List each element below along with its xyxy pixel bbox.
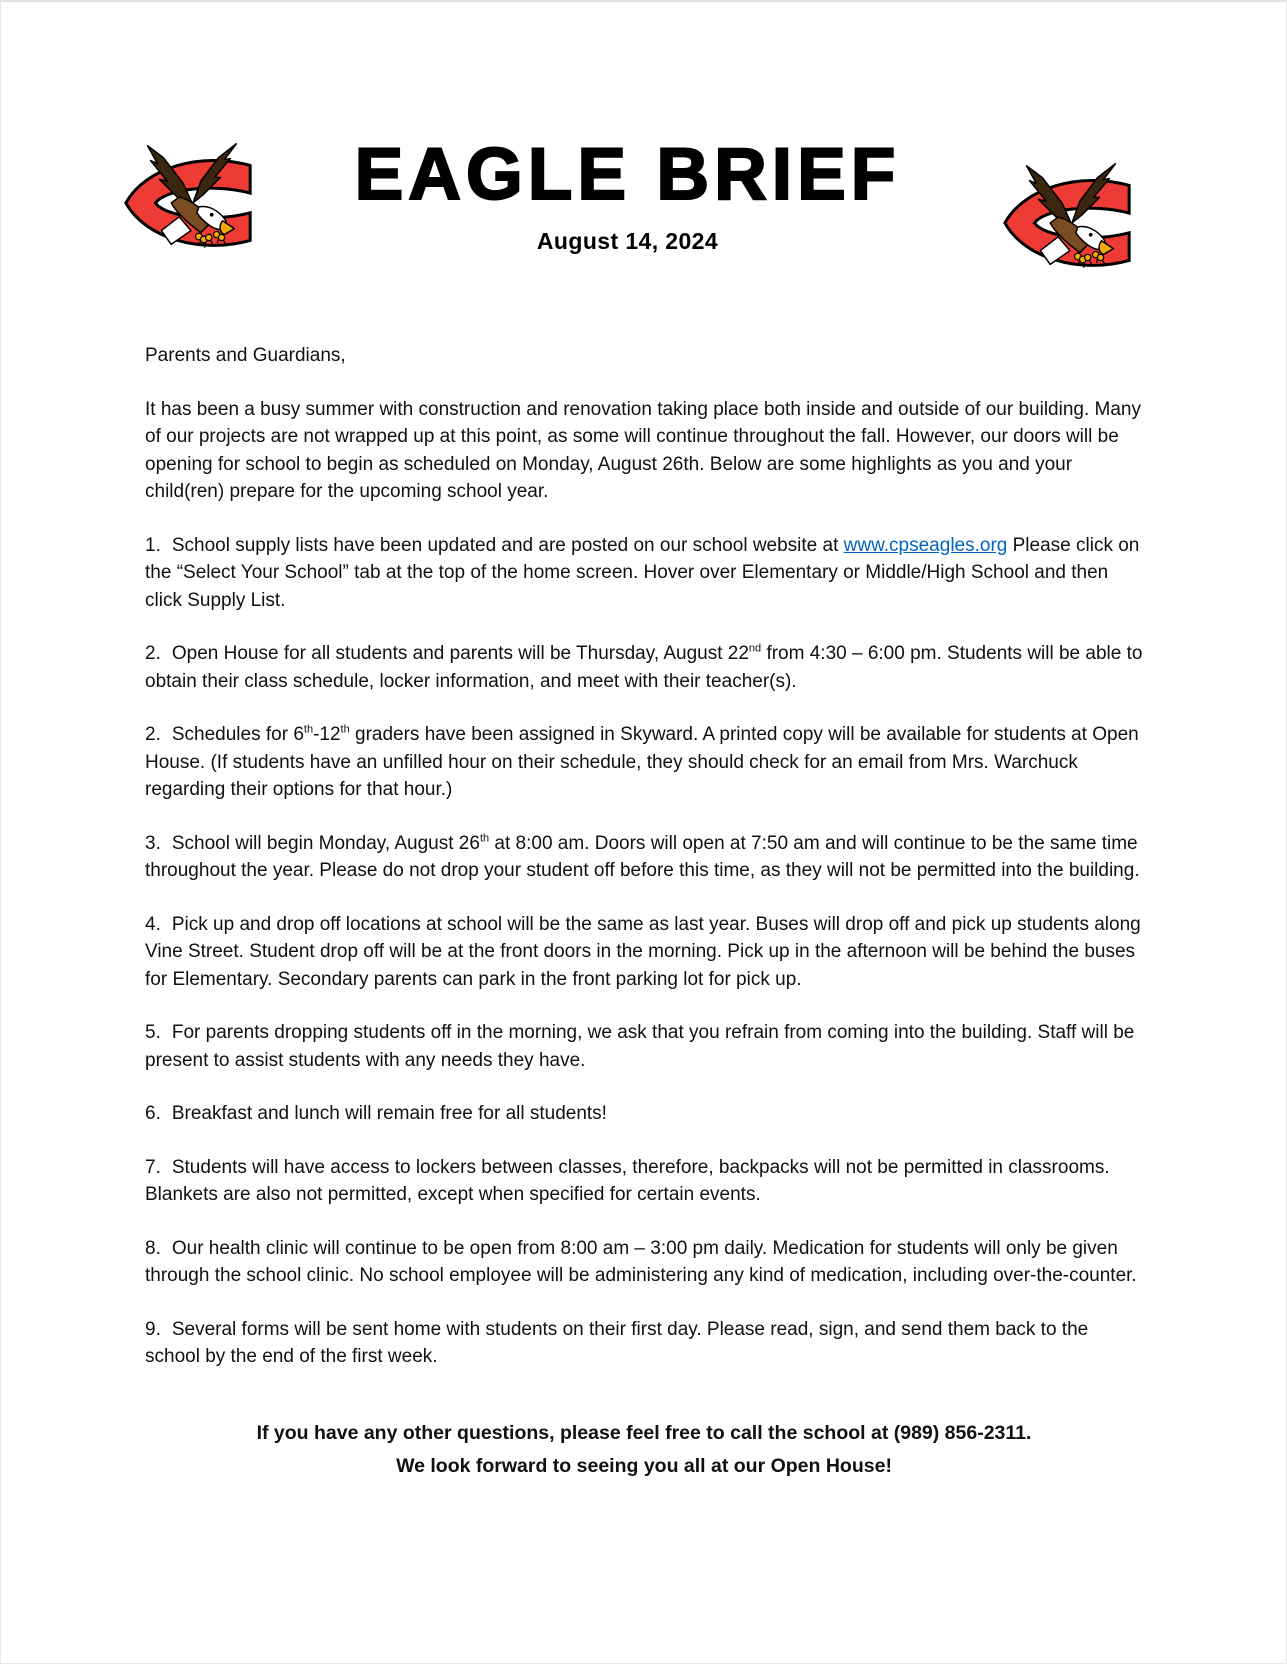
item-text: Open House for all students and parents will be Thursday, August 22nd from 4:30 – 6:00 pm. Students will be able to obtain their class schedule, locker information, and meet with their teacher(s). [145, 642, 1143, 692]
ordinal-superscript: nd [748, 642, 762, 655]
item-text: School will begin Monday, August 26th at 8:00 am. Doors will open at 7:50 am and will continue to be the same time throughout the year. Please do not drop your student off before this time, as they will not be permitted into the building. [145, 832, 1140, 881]
item-number: 1. [145, 534, 161, 556]
list-item [145, 721, 1143, 804]
ordinal-superscript: th [479, 832, 490, 845]
website-link[interactable]: www.cpseagles.org [843, 534, 1008, 556]
item-number: 6. [145, 1103, 161, 1124]
item-number: 7. [145, 1156, 161, 1178]
list-item [145, 1154, 1143, 1209]
list-item [145, 1316, 1143, 1371]
item-text: Pick up and drop off locations at school will be the same as last year. Buses will drop off and pick up students along Vine Street. Student drop off will be at the front doors in the morning. Pick up in the afternoon will be behind the buses for Elementary. Secondary parents can park in the front parking lot for pick up. [145, 913, 1141, 990]
page-date: August 14, 2024 [536, 228, 719, 254]
intro-paragraph: It has been a busy summer with construction and renovation taking place both inside and outside of our building. Many of our projects are not wrapped up at this point, as some will continue throughout the fall. However, our doors will be opening for school to begin as scheduled on Monday, August 26th. Below are some highlights as you and your child(ren) prepare for the upcoming school year. [145, 398, 1141, 502]
closing-block [145, 1417, 1143, 1483]
item-number: 2. [145, 724, 161, 745]
item-number: 3. [145, 832, 161, 854]
item-number: 4. [145, 913, 161, 935]
item-number: 2. [145, 643, 161, 664]
page-title: EAGLE BRIEF [354, 134, 901, 215]
letter-body [1, 342, 1286, 1483]
item-text: Schedules for 6th-12th graders have been assigned in Skyward. A printed copy will be available for students at Open House. (If students have an unfilled hour on their schedule, they should check for an email from Mrs. Warchuck regarding their options for that hour.) [145, 723, 1139, 800]
closing-line-phone: If you have any other questions, please feel free to call the school at (989) 856-2311. [256, 1421, 1032, 1444]
item-text: Breakfast and lunch will remain free for all students! [171, 1103, 607, 1124]
numbered-list [145, 532, 1143, 1371]
item-number: 5. [145, 1022, 161, 1043]
list-item [145, 1019, 1143, 1074]
list-item [145, 1100, 1143, 1128]
item-text: Several forms will be sent home with students on their first day. Please read, sign, and send them back to the school by the end of the first week. [145, 1318, 1089, 1367]
item-text: Our health clinic will continue to be open from 8:00 am – 3:00 pm daily. Medication for students will only be given through the school clinic. No school employee will be administering any kind of medication, including over-the-counter. [145, 1237, 1137, 1286]
list-item [145, 1235, 1143, 1290]
eagle-c-logo-left [114, 138, 262, 262]
item-number: 9. [145, 1318, 161, 1340]
header [1, 2, 1286, 282]
item-text: School supply lists have been updated and are posted on our school website at www.cpseagles.org Please click on the “Select Your School” tab at the top of the home screen. Hover over Elementary or Middle/High School and then click Supply List. [145, 534, 1140, 611]
list-item [145, 911, 1143, 994]
item-text: Students will have access to lockers between classes, therefore, backpacks will not be permitted in classrooms. Blankets are also not permitted, except when specified for certain events. [145, 1156, 1110, 1205]
list-item [145, 532, 1143, 615]
ordinal-superscript: th [340, 723, 350, 736]
list-item [145, 830, 1143, 885]
list-item [145, 640, 1143, 695]
ordinal-superscript: th [303, 723, 314, 736]
closing-line-openhouse: We look forward to seeing you all at our Open House! [396, 1454, 892, 1477]
header-title-block [262, 134, 993, 255]
salutation: Parents and Guardians, [145, 345, 346, 366]
item-number: 8. [145, 1237, 161, 1259]
eagle-c-logo-right [993, 158, 1141, 282]
item-text: For parents dropping students off in the morning, we ask that you refrain from coming into the building. Staff will be present to assist students with any needs they have. [145, 1022, 1135, 1071]
